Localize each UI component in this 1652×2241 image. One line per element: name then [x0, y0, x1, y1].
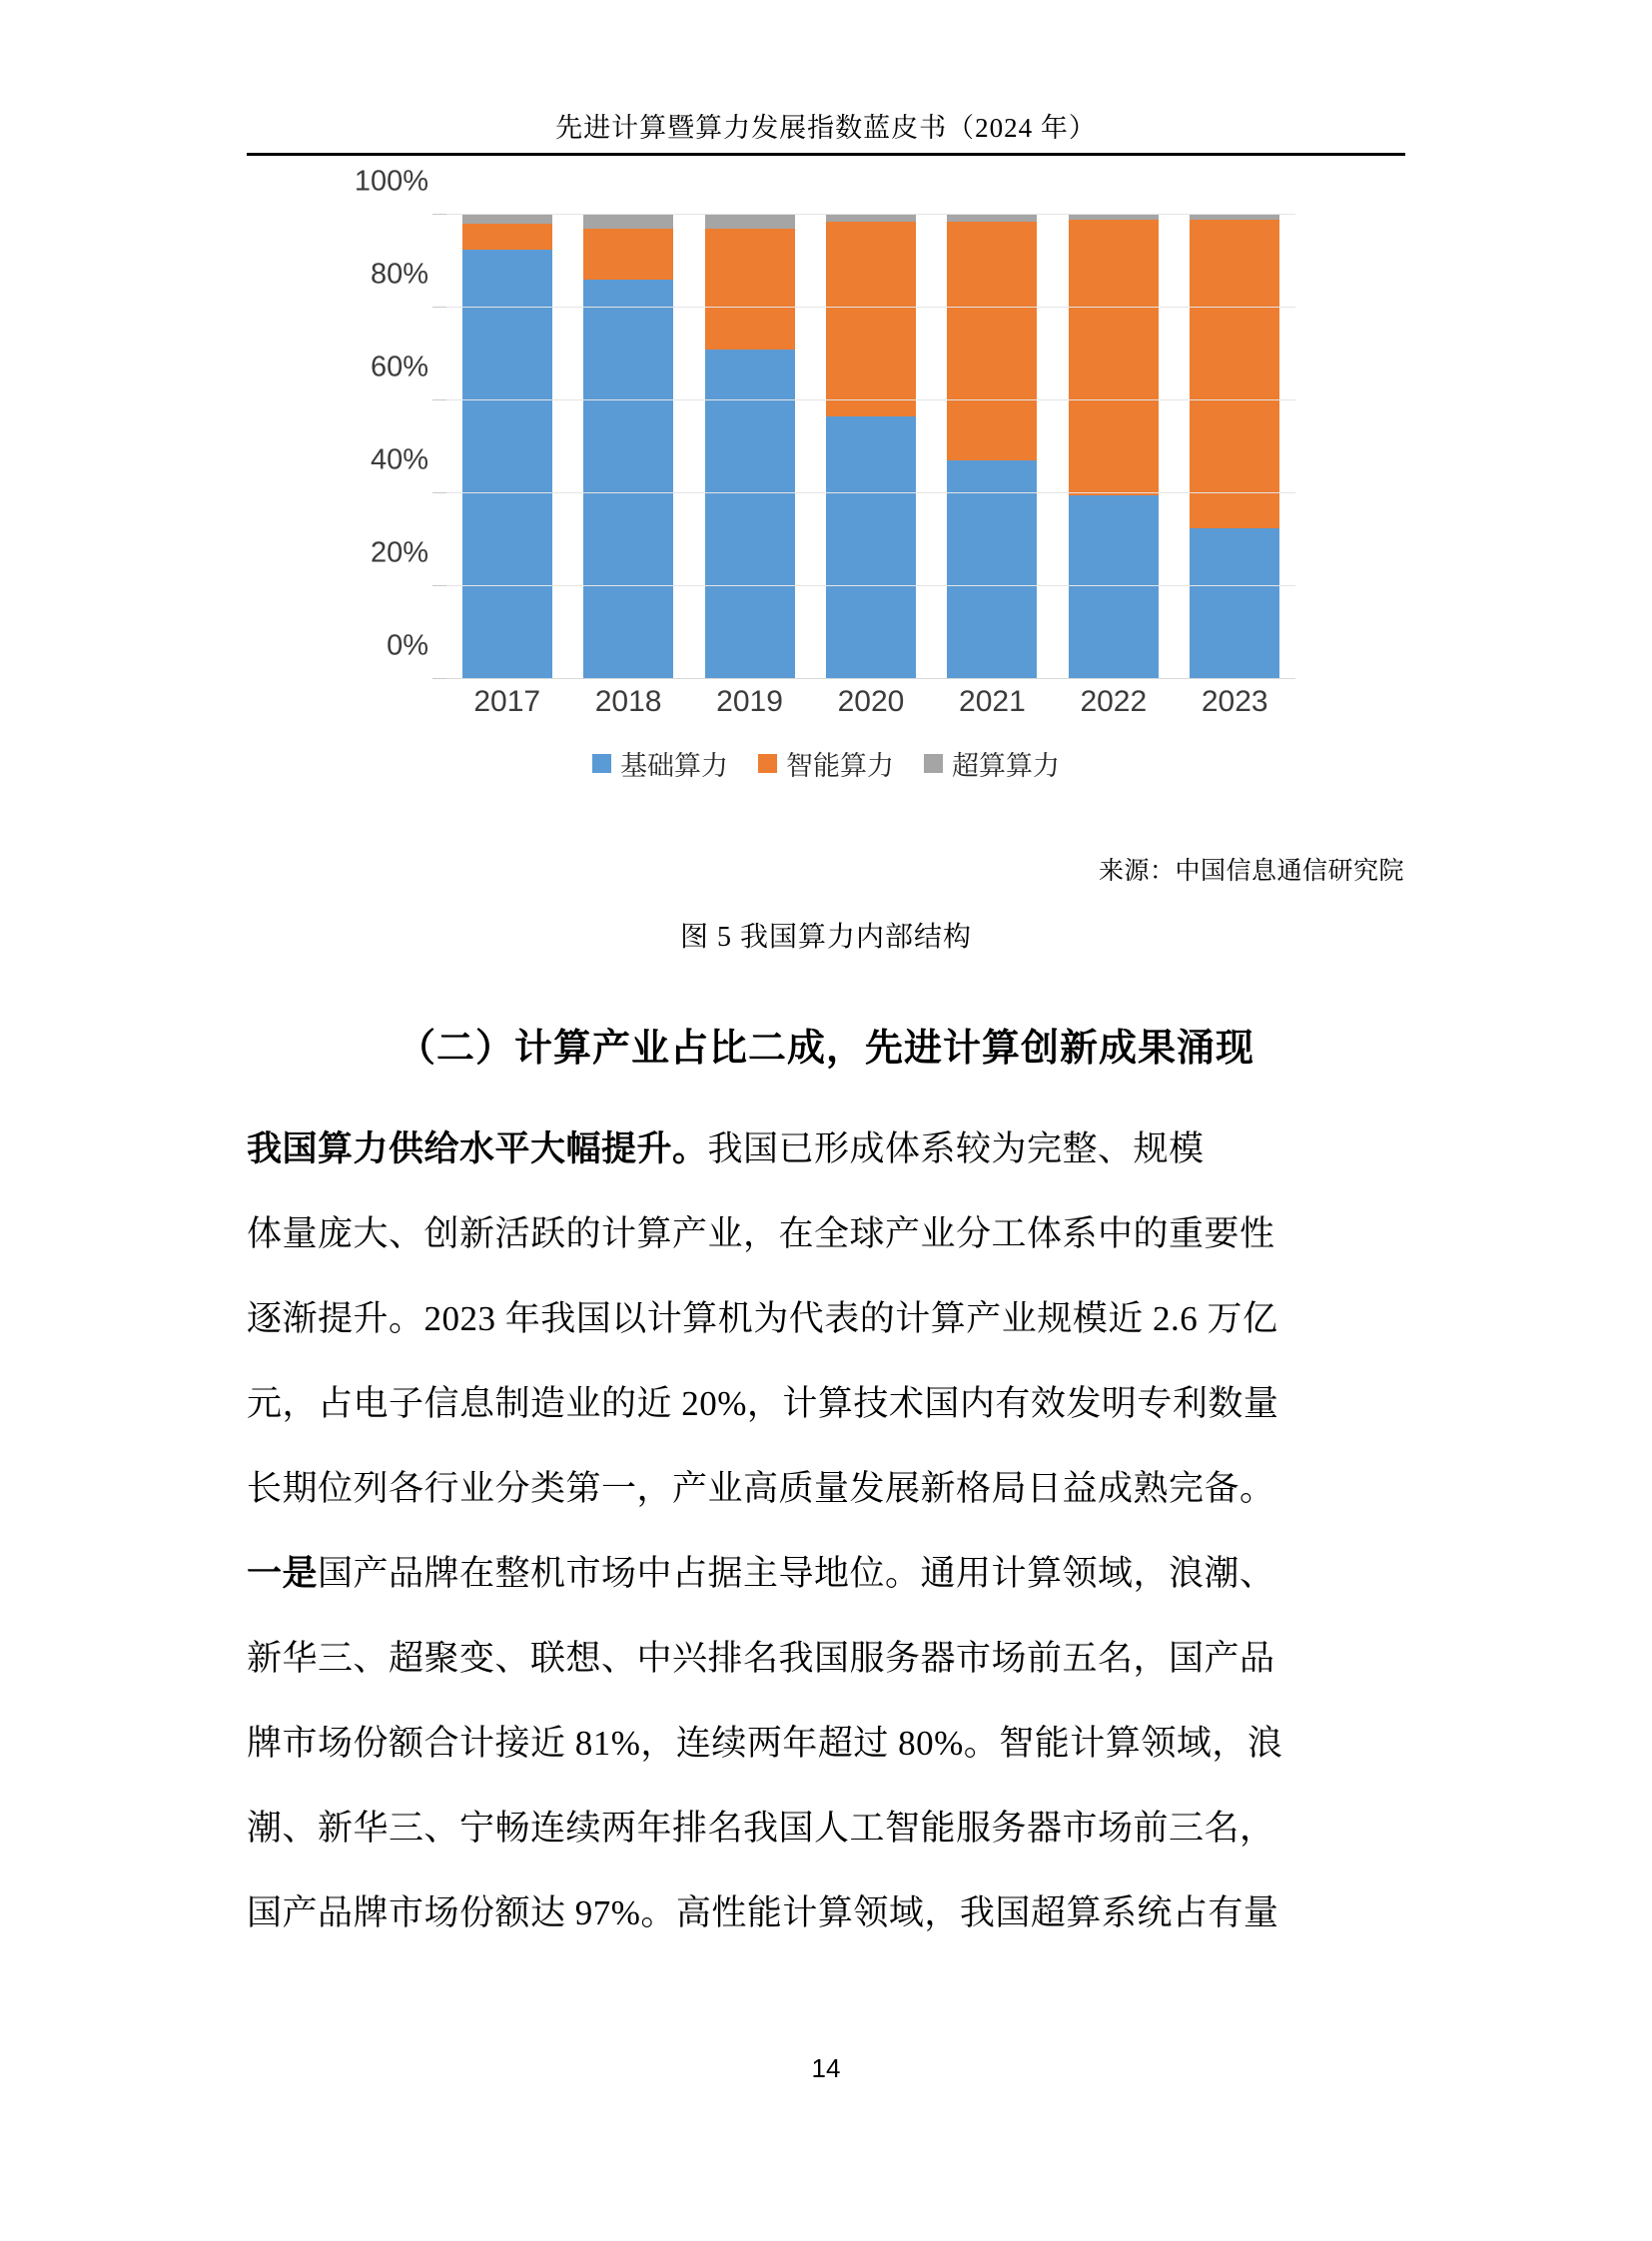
body-line: [247, 1531, 1405, 1616]
chart-bar-2021: [947, 215, 1037, 679]
chart-x-axis-labels: [446, 685, 1295, 725]
body-text: [247, 1107, 1405, 1955]
body-run: 逐渐提升。2023 年我国以计算机为代表的计算产业规模近 2.6 万亿: [247, 1299, 1278, 1338]
figure-5: [247, 165, 1405, 869]
header-title: 先进计算暨算力发展指数蓝皮书（2024 年）: [555, 113, 1097, 143]
chart-bar-segment: [1190, 528, 1279, 679]
chart-gridline: [446, 585, 1295, 586]
body-run: 潮、新华三、宁畅连续两年排名我国人工智能服务器市场前三名，: [247, 1809, 1275, 1848]
chart-bar-segment: [947, 460, 1037, 679]
body-run: 我国已形成体系较为完整、规模: [707, 1129, 1205, 1168]
chart-y-tickmark: [432, 492, 446, 493]
body-line: [247, 1361, 1405, 1446]
chart-legend-item: [924, 744, 1060, 783]
chart-y-tickmark: [432, 307, 446, 308]
legend-swatch-icon: [592, 754, 611, 773]
chart-gridline: [446, 399, 1295, 400]
chart-y-tickmark: [432, 585, 446, 586]
page-number: 14: [811, 2053, 841, 2083]
chart-y-tick-label: 60%: [370, 351, 428, 383]
chart-bar-segment: [583, 280, 673, 679]
chart-bars: [446, 215, 1295, 679]
running-header: [247, 112, 1405, 156]
body-line: [247, 1191, 1405, 1276]
body-run: 元，占电子信息制造业的近 20%，计算技术国内有效发明专利数量: [247, 1384, 1279, 1423]
chart-gridline: [446, 492, 1295, 493]
chart-x-tick-label: 2022: [1080, 685, 1148, 718]
body-run: 牌市场份额合计接近 81%，连续两年超过 80%。智能计算领域，浪: [247, 1724, 1283, 1763]
chart-bar-2019: [705, 215, 795, 679]
body-run: 新华三、超聚变、联想、中兴排名我国服务器市场前五名，国产品: [247, 1639, 1275, 1678]
chart-bar-segment: [583, 215, 673, 229]
chart-bar-segment: [1190, 220, 1279, 528]
chart-gridline: [446, 307, 1295, 308]
body-run: 国产品牌在整机市场中占据主导地位。通用计算领域，浪潮、: [318, 1554, 1275, 1593]
body-line: [247, 1616, 1405, 1701]
legend-swatch-icon: [924, 754, 943, 773]
body-line: [247, 1446, 1405, 1531]
chart-legend-label: 智能算力: [786, 751, 894, 781]
chart-bar-segment: [583, 229, 673, 280]
chart-legend-label: 超算算力: [952, 751, 1060, 781]
body-emphasis: 我国算力供给水平大幅提升。: [247, 1129, 708, 1168]
chart-y-tickmark: [432, 399, 446, 400]
chart-plot-area: [354, 165, 1295, 679]
body-emphasis: 一是: [247, 1554, 319, 1593]
chart-y-tick-label: 0%: [387, 629, 428, 662]
chart-bar-segment: [462, 215, 552, 224]
chart-bar-2022: [1069, 215, 1159, 679]
chart-x-tick-label: 2020: [837, 685, 905, 718]
chart-legend-item: [758, 744, 894, 783]
legend-swatch-icon: [758, 754, 777, 773]
body-line: [247, 1786, 1405, 1870]
chart-bar-2020: [826, 215, 916, 679]
chart-bar-segment: [826, 215, 916, 222]
chart-bar-segment: [462, 224, 552, 250]
body-run: 体量庞大、创新活跃的计算产业，在全球产业分工体系中的重要性: [247, 1214, 1275, 1253]
chart-bar-segment: [1069, 495, 1159, 679]
figure-caption: 图 5 我国算力内部结构: [679, 922, 972, 953]
chart-bar-2018: [583, 215, 673, 679]
chart-y-tick-label: 80%: [370, 258, 428, 291]
chart-bar-segment: [1069, 220, 1159, 496]
chart-bar-segment: [826, 416, 916, 679]
body-line: [247, 1107, 1405, 1191]
body-line: [247, 1276, 1405, 1361]
chart-y-tick-label: 20%: [370, 536, 428, 569]
chart-legend-label: 基础算力: [620, 751, 728, 781]
chart-x-tick-label: 2017: [473, 685, 541, 718]
stacked-bar-chart: [327, 165, 1325, 789]
header-rule: [247, 153, 1405, 156]
chart-x-tick-label: 2018: [594, 685, 662, 718]
chart-bar-2017: [462, 215, 552, 679]
chart-bar-segment: [705, 215, 795, 229]
body-line: [247, 1701, 1405, 1786]
chart-x-tick-label: 2023: [1201, 685, 1268, 718]
chart-x-tick-label: 2021: [959, 685, 1026, 718]
body-run: 国产品牌市场份额达 97%。高性能计算领域，我国超算系统占有量: [247, 1893, 1279, 1932]
chart-gridline: [446, 214, 1295, 215]
chart-y-tick-label: 100%: [354, 165, 428, 198]
section-heading: （二）计算产业占比二成，先进计算创新成果涌现: [397, 1028, 1254, 1070]
figure-source: 来源：中国信息通信研究院: [1098, 858, 1404, 885]
chart-y-tickmark: [432, 214, 446, 215]
chart-bar-2023: [1190, 215, 1279, 679]
chart-legend: [327, 744, 1325, 783]
chart-gridline: [446, 678, 1295, 679]
chart-bar-segment: [947, 222, 1037, 460]
chart-x-tick-label: 2019: [716, 685, 783, 718]
chart-bar-segment: [705, 229, 795, 350]
chart-y-tick-label: 40%: [370, 443, 428, 476]
body-run: 长期位列各行业分类第一，产业高质量发展新格局日益成熟完备。: [247, 1469, 1275, 1508]
chart-bar-segment: [947, 215, 1037, 222]
body-line: [247, 1870, 1405, 1955]
chart-y-tickmark: [432, 678, 446, 679]
chart-legend-item: [592, 744, 728, 783]
chart-bar-segment: [826, 222, 916, 416]
chart-bar-segment: [462, 250, 552, 679]
